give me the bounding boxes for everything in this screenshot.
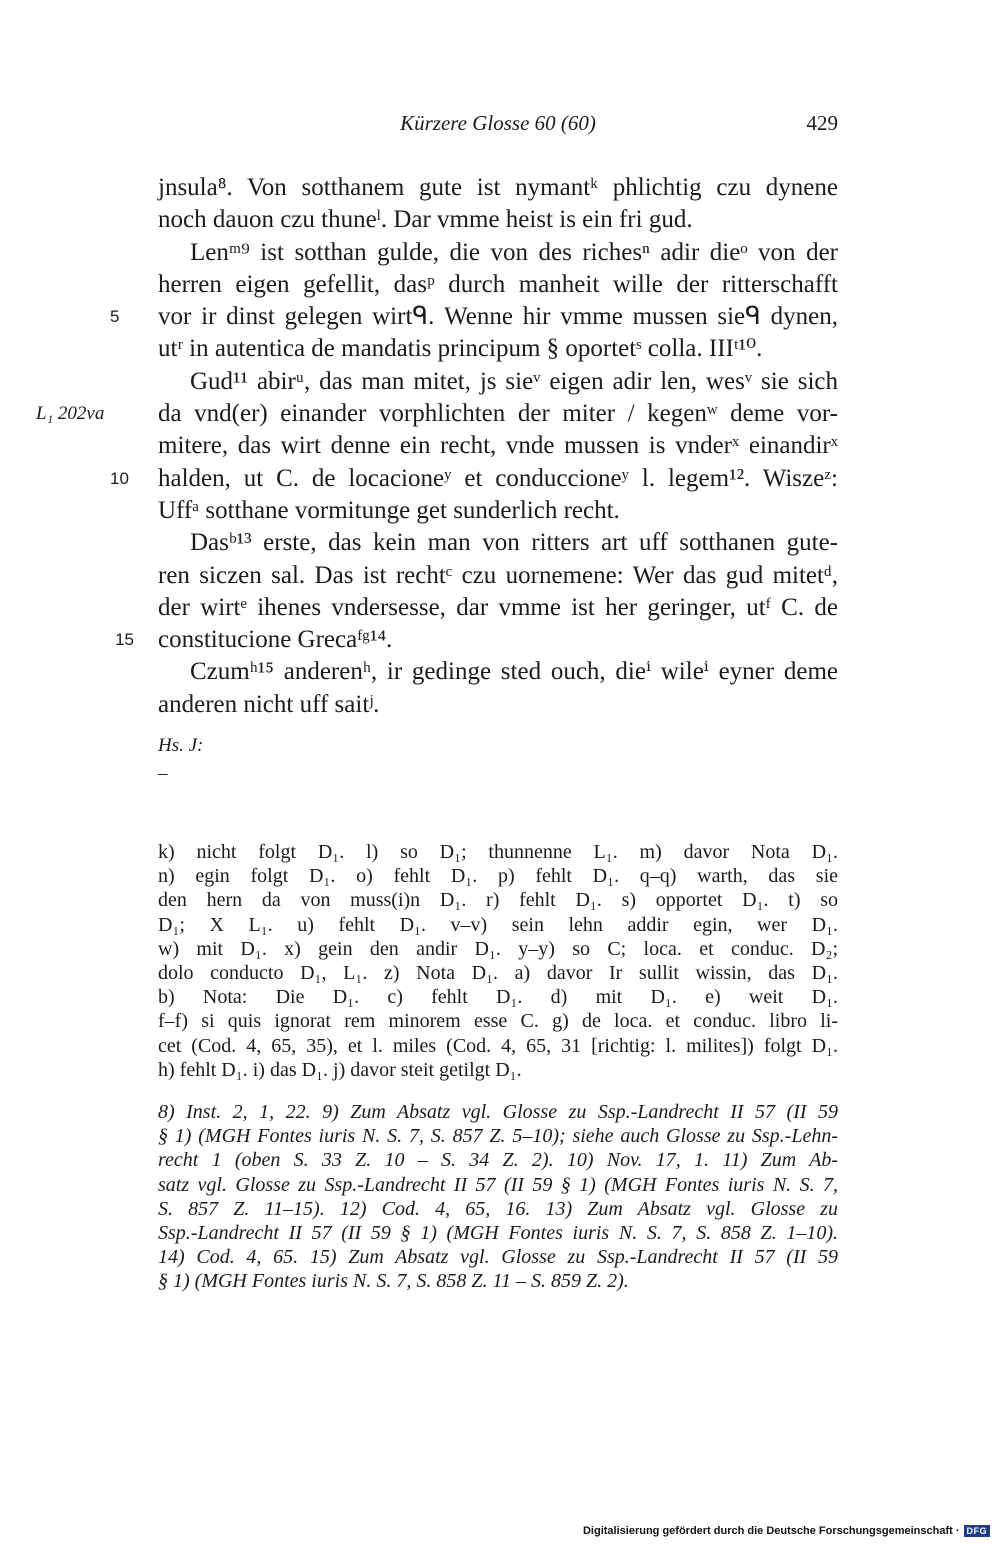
apparatus-line: b) Nota: Die D₁. c) fehlt D₁. d) mit D₁. e) weit D₁. [158, 986, 838, 1009]
text-line: Dasᵇ¹³ erste, das kein man von ritters art uff sotthanen gute- [190, 529, 838, 557]
dfg-logo: DFG [964, 1525, 991, 1537]
text-line: der wirtᵉ ihenes vndersesse, dar vmme ist her geringer, utᶠ C. de [158, 593, 838, 621]
main-text [36, 172, 838, 721]
text-line: mitere, das wirt denne ein recht, vnde mussen is vnderˣ einandirˣ [158, 432, 838, 460]
footnote-line: Ssp.-Landrecht II 57 (II 59 § 1) (MGH Fontes iuris N. S. 7, S. 858 Z. 1–10). [158, 1221, 838, 1244]
text-line: L₁ 202va da vnd(er) einander vorphlichten der miter / kegenʷ deme vor- [158, 398, 838, 430]
text-line: anderen nicht uff saitʲ. [158, 690, 380, 718]
footnote-line: 8) Inst. 2, 1, 22. 9) Zum Absatz vgl. Glosse zu Ssp.-Landrecht II 57 (II 59 [158, 1101, 838, 1123]
apparatus-line: dolo conducto D₁, L₁. z) Nota D₁. a) davor Ir sullit wissin, das D₁. [158, 961, 838, 984]
apparatus-line: k) nicht folgt D₁. l) so D₁; thunnenne L₁. m) davor Nota D₁. [158, 841, 838, 863]
margin-note: L₁ 202va [36, 403, 105, 425]
footnote-line: S. 857 Z. 11–15). 12) Cod. 4, 65, 16. 13) Zum Absatz vgl. Glosse zu [158, 1197, 838, 1220]
line-number: 15 [115, 630, 134, 650]
footnote-line: recht 1 (oben S. 33 Z. 10 – S. 34 Z. 2). 10) Nov. 17, 1. 11) Zum Ab- [158, 1149, 838, 1172]
text-line: 15 constitucione Grecaᶠᵍ¹⁴. [158, 624, 838, 656]
critical-apparatus [158, 840, 838, 1082]
manuscript-label: Hs. J: [158, 735, 204, 756]
apparatus-line: D₁; X L₁. u) fehlt D₁. v–v) sein lehn addir egin, wer D₁. [158, 913, 838, 936]
text-line: Uffᵃ sotthane vormitunge get sunderlich recht. [158, 496, 620, 524]
apparatus-line: w) mit D₁. x) gein den andir D₁. y–y) so C; loca. et conduc. D₂; [158, 937, 838, 960]
text-line: utʳ in autentica de mandatis principum § oportetˢ colla. IIIᵗ¹⁰. [158, 335, 763, 363]
footnote-line: § 1) (MGH Fontes iuris N. S. 7, S. 858 Z. 11 – S. 859 Z. 2). [158, 1270, 629, 1293]
apparatus-line: h) fehlt D₁. i) das D₁. j) davor steit getilgt D₁. [158, 1058, 522, 1081]
line-number: 5 [110, 307, 120, 327]
credit-text: Digitalisierung gefördert durch die Deutsche Forschungsgemeinschaft · [582, 1525, 960, 1537]
text-line: 10 halden, ut C. de locacioneʸ et conduccioneʸ l. legem¹². Wiszeᶻ: [158, 463, 838, 495]
manuscript-dash: – [158, 763, 168, 784]
running-title: Kürzere Glosse 60 (60) [400, 111, 596, 135]
text-line: Lenᵐ⁹ ist sotthan gulde, die von des richesⁿ adir dieᵒ von der [190, 238, 838, 266]
footnote-line: § 1) (MGH Fontes iuris N. S. 7, S. 857 Z. 5–10); siehe auch Glosse zu Ssp.-Lehn- [158, 1125, 838, 1148]
text-line: Gud¹¹ abirᵘ, das man mitet, js sieᵛ eigen adir len, wesᵛ sie sich [190, 367, 838, 395]
text-line: herren eigen gefellit, dasᵖ durch manheit wille der ritterschafft [158, 270, 838, 298]
apparatus-line: den hern da von muss(i)n D₁. r) fehlt D₁. s) opportet D₁. t) so [158, 889, 838, 912]
digitization-credit [583, 1525, 990, 1537]
apparatus-line: n) egin folgt D₁. o) fehlt D₁. p) fehlt D₁. q–q) warth, das sie [158, 865, 838, 888]
footnote-line: 14) Cod. 4, 65. 15) Zum Absatz vgl. Glosse zu Ssp.-Landrecht II 57 (II 59 [158, 1246, 838, 1269]
apparatus-line: f–f) si quis ignorat rem minorem esse C. g) de loca. et conduc. libro li- [158, 1010, 838, 1033]
text-line: jnsula⁸. Von sotthanem gute ist nymantᵏ phlichtig czu dynene [158, 174, 838, 201]
footnotes [158, 1100, 838, 1294]
page-header [158, 110, 838, 140]
text-line: ren siczen sal. Das ist rechtᶜ czu uornemene: Wer das gud mitetᵈ, [158, 561, 838, 589]
apparatus-line: cet (Cod. 4, 65, 35), et l. miles (Cod. 4, 65, 31 [richtig: l. milites]) folgt D₁. [158, 1034, 838, 1057]
page-number: 429 [806, 111, 838, 135]
text-line: noch dauon czu thuneˡ. Dar vmme heist is ein fri gud. [158, 206, 693, 234]
text-line: Czumʰ¹⁵ anderenʰ, ir gedinge sted ouch, dieⁱ wileⁱ eyner deme [190, 658, 838, 686]
text-line: 5 vor ir dinst gelegen wirtᑫ. Wenne hir vmme mussen sieᑫ dynen, [158, 301, 838, 333]
manuscript-label-block [158, 732, 203, 788]
footnote-line: satz vgl. Glosse zu Ssp.-Landrecht II 57 (II 59 § 1) (MGH Fontes iuris N. S. 7, [158, 1173, 838, 1196]
line-number: 10 [110, 468, 129, 488]
